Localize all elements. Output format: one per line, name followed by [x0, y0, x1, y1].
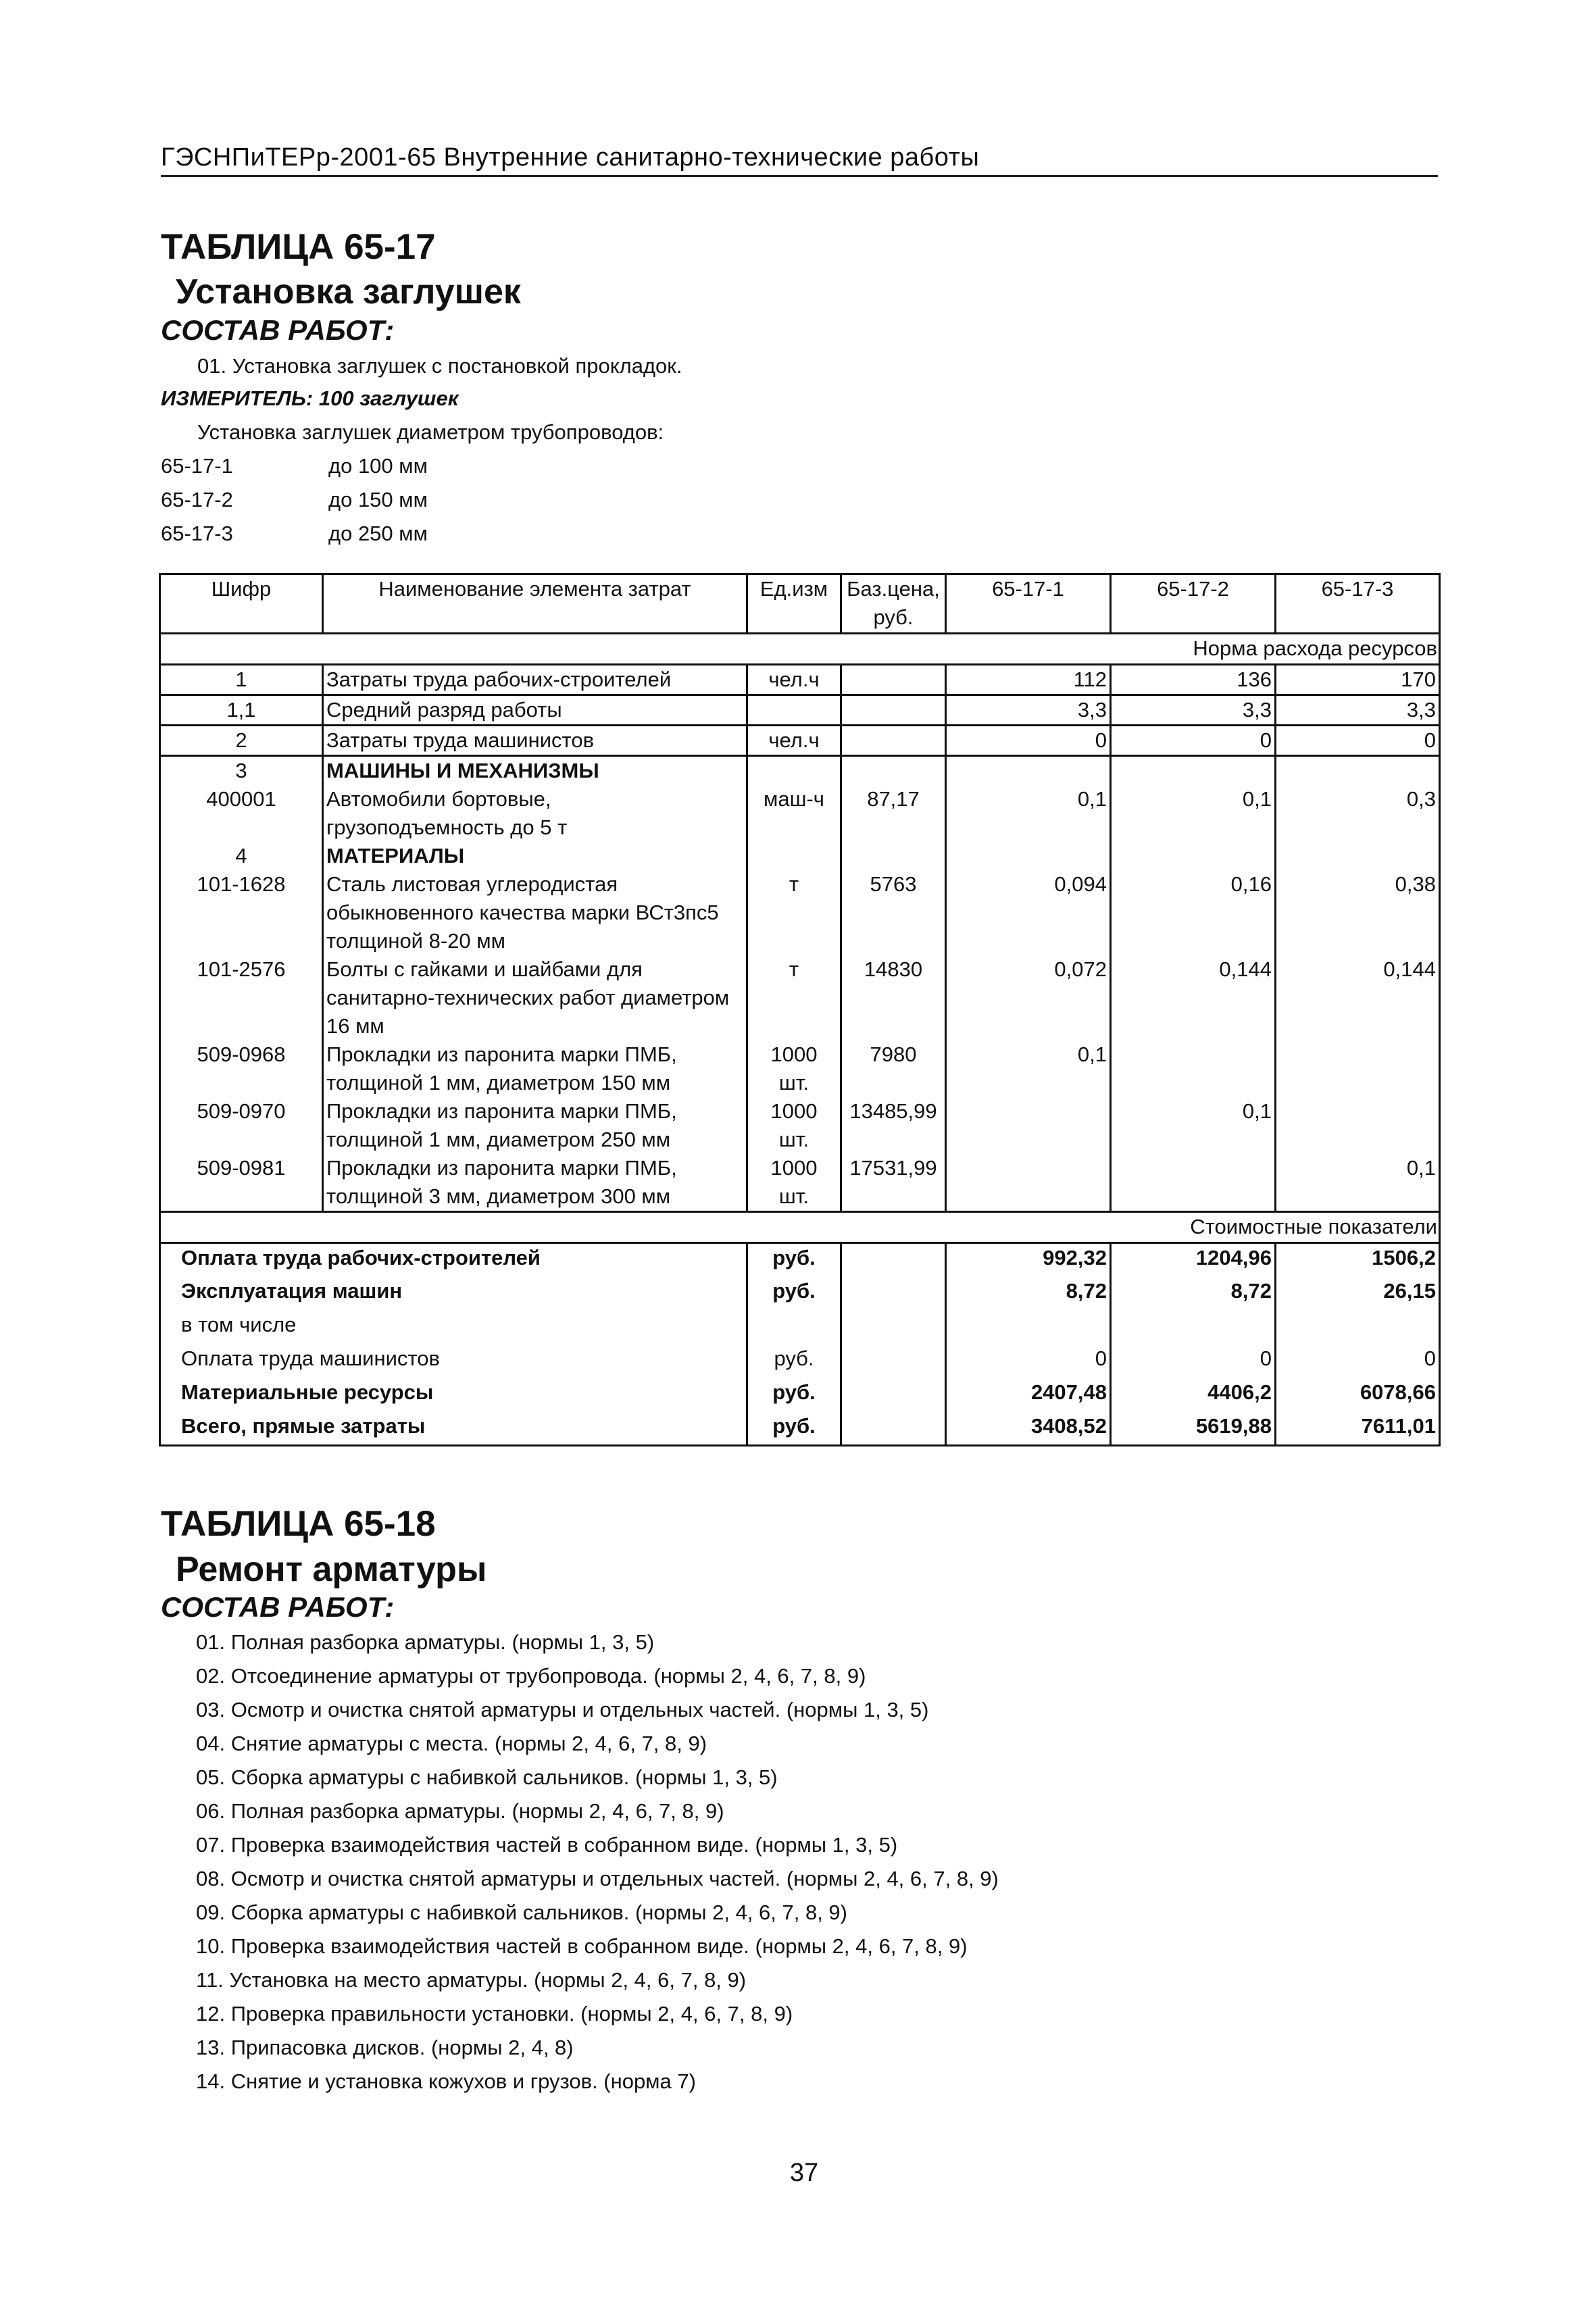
row-value-65-17-1: 0,1: [946, 785, 1111, 842]
row-name-line: грузоподъемность до 5 т: [326, 815, 568, 839]
row-name: [323, 842, 747, 870]
cost-value-65-17-3: 0: [1276, 1344, 1440, 1378]
table-row: [160, 842, 1440, 870]
row-code: 1,1: [160, 695, 323, 726]
work-item: 07. Проверка взаимодействия частей в собранном виде. (нормы 1, 3, 5): [196, 1833, 898, 1857]
cost-value-65-17-1: 3408,52: [946, 1412, 1111, 1446]
row-code: 1: [160, 665, 323, 695]
cost-value-65-17-2: 1204,96: [1111, 1243, 1276, 1277]
table-row: [160, 726, 1440, 756]
work-item: 12. Проверка правильности установки. (нормы 2, 4, 6, 7, 8, 9): [196, 2002, 793, 2026]
work-item: 09. Сборка арматуры с набивкой сальников. (нормы 2, 4, 6, 7, 8, 9): [196, 1901, 847, 1924]
row-code: 101-2576: [160, 955, 323, 1040]
col-header-65-17-3: 65-17-3: [1276, 574, 1440, 634]
cost-label: Оплата труда машинистов: [160, 1344, 747, 1378]
work-item: 13. Припасовка дисков. (нормы 2, 4, 8): [196, 2036, 574, 2059]
row-value-65-17-3: [1276, 1097, 1440, 1154]
row-value-65-17-1: 0,094: [946, 870, 1111, 955]
cost-price: [841, 1277, 946, 1311]
cost-value-65-17-3: [1276, 1311, 1440, 1344]
running-header: ГЭСНПиТЕРр-2001-65 Внутренние санитарно-технические работы: [161, 143, 1438, 177]
cost-row: [160, 1277, 1440, 1311]
cost-value-65-17-1: 992,32: [946, 1243, 1111, 1277]
row-name-line: толщиной 3 мм, диаметром 300 мм: [326, 1184, 671, 1208]
cost-value-65-17-1: 8,72: [946, 1277, 1111, 1311]
row-value-65-17-3: 0,144: [1276, 955, 1440, 1040]
cost-row: [160, 1344, 1440, 1378]
row-name: [323, 695, 747, 726]
cost-unit: руб.: [747, 1344, 841, 1378]
cost-unit: руб.: [747, 1277, 841, 1311]
section-costs-label: Стоимостные показатели: [160, 1212, 1440, 1243]
variant-desc: до 150 мм: [328, 488, 428, 511]
row-unit: [747, 1097, 841, 1154]
row-value-65-17-2: 0,1: [1111, 785, 1276, 842]
col-header-price-line2: руб.: [873, 605, 914, 629]
cost-value-65-17-3: 6078,66: [1276, 1378, 1440, 1412]
row-price: 7980: [841, 1040, 946, 1097]
cost-unit: руб.: [747, 1378, 841, 1412]
row-code: 101-1628: [160, 870, 323, 955]
work-item: 01. Установка заглушек с постановкой прокладок.: [197, 354, 682, 378]
variant-code: 65-17-1: [161, 454, 233, 478]
row-price: [841, 665, 946, 695]
row-unit-line: 1000: [770, 1099, 818, 1123]
work-item: 14. Снятие и установка кожухов и грузов. (норма 7): [196, 2069, 696, 2093]
row-value-65-17-2: 0,16: [1111, 870, 1276, 955]
row-value-65-17-3: [1276, 842, 1440, 870]
row-code: 509-0970: [160, 1097, 323, 1154]
row-value-65-17-2: 0,144: [1111, 955, 1276, 1040]
row-unit-line: чел.ч: [768, 728, 820, 752]
row-unit: [747, 785, 841, 842]
row-name-line: Затраты труда рабочих-строителей: [326, 668, 672, 691]
row-unit: [747, 870, 841, 955]
row-unit-line: маш-ч: [764, 787, 824, 811]
cost-label: Оплата труда рабочих-строителей: [160, 1243, 747, 1277]
row-unit-line: 1000: [770, 1156, 818, 1180]
row-name: [323, 1154, 747, 1212]
row-value-65-17-2: [1111, 756, 1276, 786]
cost-price: [841, 1311, 946, 1344]
row-name-line: МАШИНЫ И МЕХАНИЗМЫ: [326, 759, 599, 782]
row-unit: [747, 955, 841, 1040]
row-name: [323, 870, 747, 955]
cost-value-65-17-1: [946, 1311, 1111, 1344]
row-unit: [747, 756, 841, 786]
row-name-line: Затраты труда машинистов: [326, 728, 595, 752]
row-name-line: Прокладки из паронита марки ПМБ,: [326, 1099, 677, 1123]
measure-value: 100 заглушек: [318, 386, 459, 410]
row-price: [841, 726, 946, 756]
row-unit: [747, 1040, 841, 1097]
row-value-65-17-1: [946, 1097, 1111, 1154]
col-header-code: Шифр: [160, 574, 323, 634]
row-name-line: Прокладки из паронита марки ПМБ,: [326, 1156, 677, 1180]
row-value-65-17-1: [946, 842, 1111, 870]
row-name-line: толщиной 1 мм, диаметром 250 мм: [326, 1128, 671, 1151]
cost-value-65-17-2: 8,72: [1111, 1277, 1276, 1311]
col-header-price-line1: Баз.цена,: [847, 577, 940, 601]
row-name-line: МАТЕРИАЛЫ: [326, 844, 465, 867]
measure-line: [161, 386, 458, 411]
table-row: [160, 695, 1440, 726]
cost-unit: руб.: [747, 1412, 841, 1446]
cost-value-65-17-2: 0: [1111, 1344, 1276, 1378]
col-header-unit: Ед.изм: [747, 574, 841, 634]
row-value-65-17-1: [946, 1154, 1111, 1212]
row-code: 3: [160, 756, 323, 786]
row-name: [323, 726, 747, 756]
cost-unit: руб.: [747, 1243, 841, 1277]
cost-row: [160, 1412, 1440, 1446]
row-value-65-17-2: [1111, 1154, 1276, 1212]
variant-desc: до 100 мм: [328, 454, 428, 478]
section-row-costs: [160, 1212, 1440, 1243]
table-row: [160, 665, 1440, 695]
work-item: 05. Сборка арматуры с набивкой сальников. (нормы 1, 3, 5): [196, 1765, 778, 1789]
row-value-65-17-1: 0: [946, 726, 1111, 756]
cost-value-65-17-3: 7611,01: [1276, 1412, 1440, 1446]
cost-value-65-17-2: 5619,88: [1111, 1412, 1276, 1446]
cost-label: в том числе: [160, 1311, 747, 1344]
variant-desc: до 250 мм: [328, 522, 428, 545]
row-name: [323, 955, 747, 1040]
cost-row: [160, 1311, 1440, 1344]
norms-table-body: [160, 574, 1440, 1446]
row-value-65-17-2: 0: [1111, 726, 1276, 756]
work-item: 04. Снятие арматуры с места. (нормы 2, 4, 6, 7, 8, 9): [196, 1732, 707, 1755]
cost-value-65-17-3: 1506,2: [1276, 1243, 1440, 1277]
row-value-65-17-3: 0,3: [1276, 785, 1440, 842]
row-value-65-17-2: [1111, 1040, 1276, 1097]
row-name: [323, 756, 747, 786]
row-price: 5763: [841, 870, 946, 955]
row-unit-line: шт.: [778, 1184, 809, 1208]
work-item: 01. Полная разборка арматуры. (нормы 1, 3, 5): [196, 1630, 655, 1654]
cost-label: Всего, прямые затраты: [160, 1412, 747, 1446]
row-value-65-17-2: 0,1: [1111, 1097, 1276, 1154]
row-name-line: Сталь листовая углеродистая: [326, 872, 618, 896]
table-65-17-title: ТАБЛИЦА 65-17: [161, 227, 436, 267]
row-name: [323, 665, 747, 695]
row-code: 509-0968: [160, 1040, 323, 1097]
row-name: [323, 1097, 747, 1154]
cost-price: [841, 1243, 946, 1277]
row-value-65-17-1: 0,1: [946, 1040, 1111, 1097]
row-value-65-17-1: 3,3: [946, 695, 1111, 726]
work-item: 03. Осмотр и очистка снятой арматуры и отдельных частей. (нормы 1, 3, 5): [196, 1698, 929, 1721]
row-unit-line: шт.: [778, 1128, 809, 1151]
cost-price: [841, 1412, 946, 1446]
cost-label: Материальные ресурсы: [160, 1378, 747, 1412]
row-value-65-17-3: 170: [1276, 665, 1440, 695]
row-code: 509-0981: [160, 1154, 323, 1212]
cost-value-65-17-1: 2407,48: [946, 1378, 1111, 1412]
row-unit-line: чел.ч: [768, 668, 820, 691]
col-header-65-17-2: 65-17-2: [1111, 574, 1276, 634]
row-price: 17531,99: [841, 1154, 946, 1212]
table-row: [160, 1040, 1440, 1097]
norms-table-65-17: [159, 573, 1441, 1447]
row-value-65-17-3: [1276, 1040, 1440, 1097]
work-item: 06. Полная разборка арматуры. (нормы 2, 4, 6, 7, 8, 9): [196, 1799, 724, 1823]
row-name-line: обыкновенного качества марки ВСт3пс5: [326, 901, 719, 924]
cost-price: [841, 1378, 946, 1412]
row-value-65-17-3: 0,1: [1276, 1154, 1440, 1212]
row-code: 2: [160, 726, 323, 756]
row-unit: [747, 665, 841, 695]
col-header-price: [841, 574, 946, 634]
row-name-line: Болты с гайками и шайбами для: [326, 957, 643, 981]
row-price: [841, 756, 946, 786]
row-name-line: толщиной 8-20 мм: [326, 929, 505, 953]
row-name: [323, 1040, 747, 1097]
work-item: 02. Отсоединение арматуры от трубопровода. (нормы 2, 4, 6, 7, 8, 9): [196, 1664, 866, 1688]
section-norms-label: Норма расхода ресурсов: [160, 634, 1440, 665]
table-row: [160, 785, 1440, 842]
variants-intro: Установка заглушек диаметром трубопроводов:: [197, 420, 664, 444]
variant-code: 65-17-3: [161, 522, 233, 545]
col-header-name: Наименование элемента затрат: [323, 574, 747, 634]
work-composition-label: СОСТАВ РАБОТ:: [161, 314, 395, 346]
col-header-65-17-1: 65-17-1: [946, 574, 1111, 634]
row-name-line: санитарно-технических работ диаметром: [326, 986, 730, 1009]
row-unit: [747, 842, 841, 870]
row-price: [841, 842, 946, 870]
row-price: 87,17: [841, 785, 946, 842]
row-value-65-17-3: [1276, 756, 1440, 786]
row-unit-line: шт.: [778, 1071, 809, 1095]
work-item: 10. Проверка взаимодействия частей в собранном виде. (нормы 2, 4, 6, 7, 8, 9): [196, 1934, 968, 1958]
work-composition-label-65-18: СОСТАВ РАБОТ:: [161, 1591, 395, 1623]
cost-value-65-17-2: 4406,2: [1111, 1378, 1276, 1412]
page-number: 37: [789, 2159, 819, 2187]
cost-value-65-17-1: 0: [946, 1344, 1111, 1378]
row-value-65-17-3: 0: [1276, 726, 1440, 756]
table-row: [160, 756, 1440, 786]
row-name-line: Автомобили бортовые,: [326, 787, 551, 811]
row-name-line: Прокладки из паронита марки ПМБ,: [326, 1042, 677, 1066]
table-header-row: [160, 574, 1440, 634]
section-row-norms: [160, 634, 1440, 665]
cost-unit: [747, 1311, 841, 1344]
row-unit: [747, 695, 841, 726]
row-unit-line: т: [789, 872, 799, 896]
row-value-65-17-3: 0,38: [1276, 870, 1440, 955]
table-65-17-subtitle: Установка заглушек: [176, 272, 521, 311]
row-unit: [747, 726, 841, 756]
cost-row: [160, 1378, 1440, 1412]
row-name: [323, 785, 747, 842]
row-name-line: толщиной 1 мм, диаметром 150 мм: [326, 1071, 671, 1095]
row-code: 4: [160, 842, 323, 870]
row-value-65-17-3: 3,3: [1276, 695, 1440, 726]
row-value-65-17-1: [946, 756, 1111, 786]
row-name-line: 16 мм: [326, 1014, 384, 1038]
table-row: [160, 1097, 1440, 1154]
cost-value-65-17-3: 26,15: [1276, 1277, 1440, 1311]
table-row: [160, 870, 1440, 955]
row-value-65-17-1: 0,072: [946, 955, 1111, 1040]
cost-price: [841, 1344, 946, 1378]
row-value-65-17-2: 136: [1111, 665, 1276, 695]
row-code: 400001: [160, 785, 323, 842]
measure-label: ИЗМЕРИТЕЛЬ:: [161, 386, 314, 410]
row-unit-line: т: [789, 957, 799, 981]
row-price: 14830: [841, 955, 946, 1040]
table-row: [160, 955, 1440, 1040]
work-item: 11. Установка на место арматуры. (нормы 2, 4, 6, 7, 8, 9): [196, 1968, 747, 1992]
row-price: 13485,99: [841, 1097, 946, 1154]
row-price: [841, 695, 946, 726]
row-value-65-17-2: [1111, 842, 1276, 870]
row-unit: [747, 1154, 841, 1212]
work-item: 08. Осмотр и очистка снятой арматуры и отдельных частей. (нормы 2, 4, 6, 7, 8, 9): [196, 1867, 999, 1890]
table-65-18-title: ТАБЛИЦА 65-18: [161, 1504, 436, 1544]
variant-code: 65-17-2: [161, 488, 233, 511]
row-value-65-17-2: 3,3: [1111, 695, 1276, 726]
cost-row: [160, 1243, 1440, 1277]
table-row: [160, 1154, 1440, 1212]
table-65-18-subtitle: Ремонт арматуры: [176, 1550, 487, 1589]
cost-label: Эксплуатация машин: [160, 1277, 747, 1311]
row-unit-line: 1000: [770, 1042, 818, 1066]
row-value-65-17-1: 112: [946, 665, 1111, 695]
cost-value-65-17-2: [1111, 1311, 1276, 1344]
row-name-line: Средний разряд работы: [326, 698, 562, 722]
